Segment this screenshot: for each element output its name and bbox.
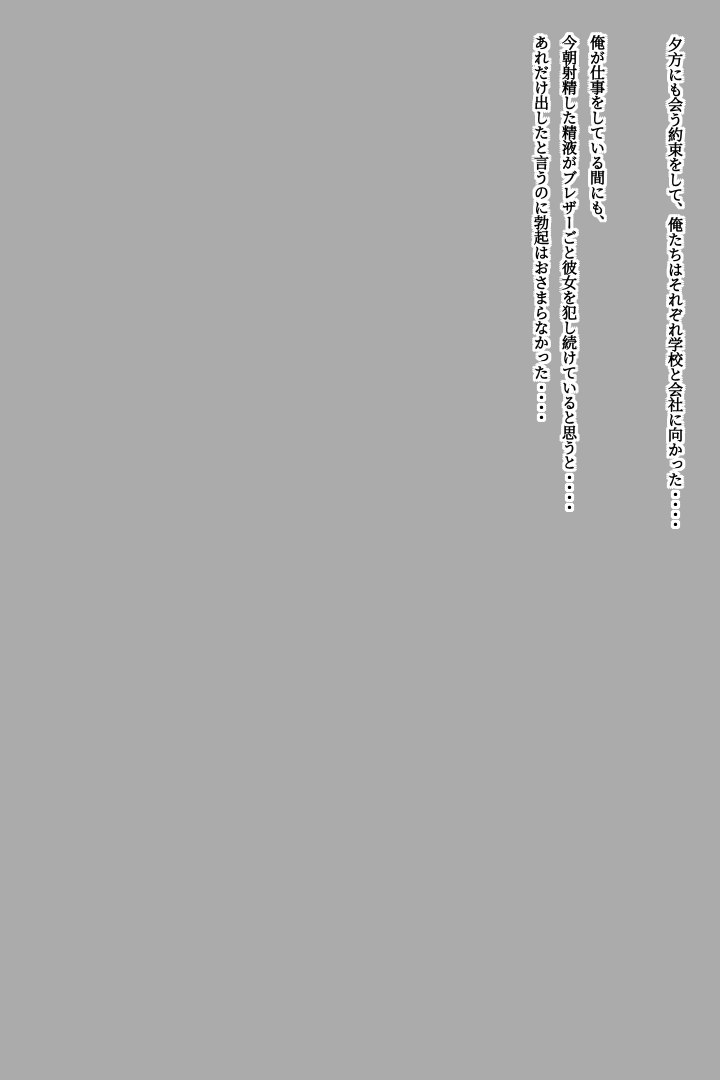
ellipsis-dots: ・・・・: [560, 470, 578, 510]
narration-line: [583, 35, 611, 510]
narration-line: [527, 35, 555, 510]
narration-line-text: 今朝射精した精液がブレザーごと彼女を犯し続けていると思うと: [560, 35, 578, 470]
ellipsis-dots: ・・・・: [532, 380, 550, 420]
narration-paragraph-2: [527, 35, 611, 510]
narration-line-text: 夕方にも会う約束をして、俺たちはそれぞれ学校と会社に向かった: [666, 37, 684, 487]
narration-line: [555, 35, 583, 510]
narration-line-text: 俺が仕事をしている間にも、: [588, 35, 606, 230]
narration-paragraph-1: [664, 37, 686, 527]
ellipsis-dots: ・・・・: [666, 487, 684, 527]
narration-line: [664, 37, 686, 527]
narration-line-text: あれだけ出したと言うのに勃起はおさまらなかった: [532, 35, 550, 380]
